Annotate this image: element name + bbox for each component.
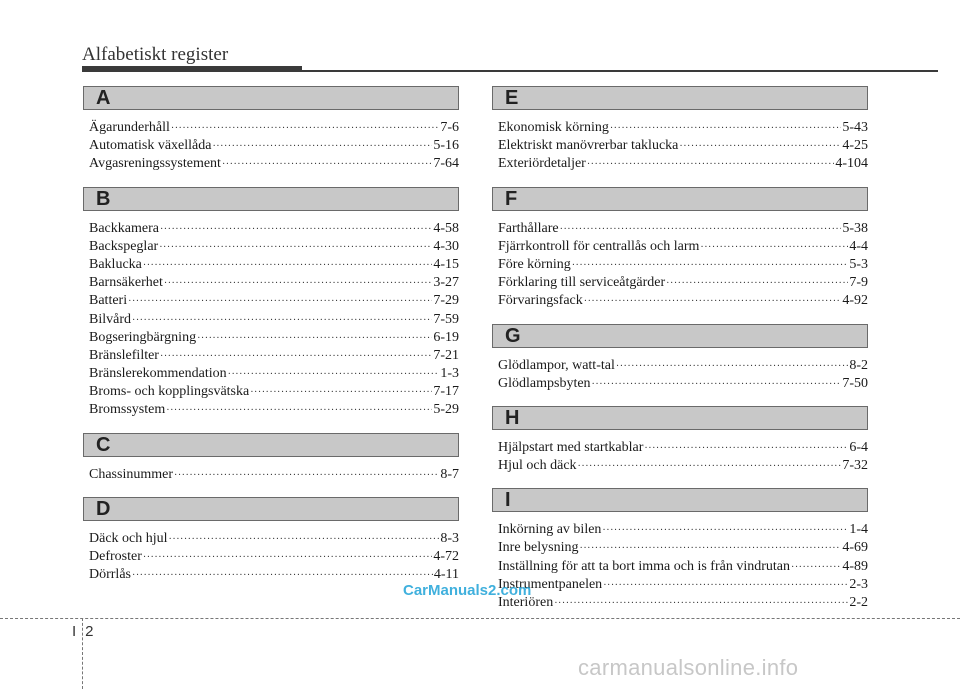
page-number [72, 623, 94, 640]
index-entry[interactable] [498, 576, 868, 594]
index-entry[interactable] [498, 292, 868, 310]
entry-page: 2-2 [849, 595, 868, 610]
index-entry[interactable] [89, 401, 459, 419]
entry-label: Fjärrkontroll för centrallås och larm [498, 238, 700, 254]
section-letter: B [96, 187, 111, 210]
dot-leader [578, 458, 842, 476]
dot-leader [160, 221, 432, 239]
dot-leader [554, 595, 848, 613]
entry-label: Hjälpstart med startkablar [498, 439, 644, 455]
section-gap [494, 174, 868, 187]
page-title: Alfabetiskt register [82, 44, 229, 65]
section-gap [85, 420, 459, 433]
watermark-link[interactable]: CarManuals2.com [403, 582, 532, 599]
entry-label: Bränslerekommendation [89, 366, 227, 382]
entry-label: Inställning för att ta bort imma och is från vindrutan [498, 558, 790, 574]
entry-page: 1-3 [440, 366, 459, 382]
footer-rule [0, 618, 960, 619]
entry-label: Bogseringbärgning [89, 329, 197, 345]
dot-leader [603, 577, 848, 595]
entry-page: 7-21 [433, 347, 459, 363]
entry-label: Förklaring till serviceåtgärder [498, 275, 666, 291]
section-header-i [492, 488, 868, 512]
index-section-e [494, 86, 868, 174]
index-entry[interactable] [498, 594, 868, 612]
index-entry[interactable] [498, 439, 868, 457]
entry-label: Däck och hjul [89, 530, 168, 546]
entry-page: 7-64 [433, 156, 459, 172]
entry-page: 6-4 [849, 439, 868, 455]
index-section-a [85, 86, 459, 174]
entry-page: 7-29 [433, 293, 459, 309]
entry-page: 4-30 [433, 238, 459, 254]
entry-label: Dörrlås [89, 567, 131, 583]
entry-label: Exteriördetaljer [498, 156, 586, 172]
section-header-a [83, 86, 459, 110]
entry-label: Inre belysning [498, 540, 579, 556]
entry-label: Automatisk växellåda [89, 138, 212, 154]
entry-label: Baklucka [89, 256, 142, 272]
index-section-f [494, 187, 868, 311]
entry-page: 4-11 [433, 567, 459, 583]
section-letter: G [505, 324, 521, 347]
section-header-c [83, 433, 459, 457]
section-header-g [492, 324, 868, 348]
entry-list [89, 466, 459, 484]
entry-page: 5-43 [842, 120, 868, 135]
entry-page: 3-27 [433, 275, 459, 291]
index-entry[interactable] [498, 119, 868, 137]
entry-label: Inkörning av bilen [498, 522, 602, 538]
entry-label: Backspeglar [89, 238, 159, 254]
dot-leader [666, 275, 848, 293]
entry-label: Bränslefilter [89, 347, 159, 363]
entry-page: 4-69 [842, 540, 868, 556]
section-letter: C [96, 433, 111, 456]
index-section-d [85, 497, 459, 585]
index-entry[interactable] [89, 220, 459, 238]
section-header-e [492, 86, 868, 110]
entry-label: Ekonomisk körning [498, 120, 609, 135]
dot-leader [602, 522, 848, 540]
section-header-d [83, 497, 459, 521]
dot-leader [587, 156, 834, 174]
index-section-b [85, 187, 459, 420]
entry-page: 4-72 [433, 549, 459, 564]
dot-leader [212, 138, 432, 156]
entry-label: Backkamera [89, 220, 159, 236]
index-section-c [85, 433, 459, 484]
page-section-letter: I [72, 623, 77, 640]
entry-label: Chassinummer [89, 466, 173, 482]
section-gap [494, 393, 868, 406]
entry-label: Ägarunderhåll [89, 120, 170, 135]
dot-leader [228, 366, 440, 384]
dot-leader [159, 239, 432, 257]
entry-page: 5-29 [433, 402, 459, 418]
index-entry[interactable] [89, 137, 459, 155]
entry-page: 7-32 [842, 458, 868, 474]
dot-leader [132, 567, 433, 585]
dot-leader [610, 120, 841, 138]
entry-page: 8-7 [440, 466, 459, 482]
index-entry[interactable] [498, 375, 868, 393]
index-entry[interactable] [89, 256, 459, 274]
index-entry[interactable] [89, 292, 459, 310]
entry-page: 4-15 [433, 256, 459, 272]
dot-leader [143, 257, 432, 275]
dot-leader [584, 293, 842, 311]
header-rule-accent [82, 66, 302, 72]
entry-page: 6-19 [433, 329, 459, 345]
entry-page: 7-6 [440, 120, 459, 135]
site-watermark: carmanualsonline.info [578, 655, 799, 680]
index-entry[interactable] [89, 347, 459, 365]
entry-list [498, 521, 868, 612]
dot-leader [222, 156, 432, 174]
entry-list [498, 439, 868, 475]
index-entry[interactable] [89, 119, 459, 137]
dot-leader [250, 384, 432, 402]
entry-list [498, 220, 868, 311]
index-entry[interactable] [89, 329, 459, 347]
entry-page: 4-92 [842, 293, 868, 309]
entry-label: Bromssystem [89, 402, 166, 418]
section-gap [494, 475, 868, 488]
entry-page: 5-16 [433, 138, 459, 154]
entry-page: 8-3 [440, 530, 459, 546]
section-letter: H [505, 406, 520, 429]
section-letter: E [505, 87, 519, 109]
index-entry[interactable] [498, 155, 868, 173]
index-entry[interactable] [498, 521, 868, 539]
entry-label: Interiören [498, 595, 554, 610]
entry-page: 4-89 [842, 558, 868, 574]
dot-leader [174, 467, 439, 485]
index-section-h [494, 406, 868, 475]
index-column-left [85, 86, 459, 584]
dot-leader [644, 440, 848, 458]
dot-leader [679, 138, 841, 156]
dot-leader [700, 239, 848, 257]
section-header-b [83, 187, 459, 211]
index-entry[interactable] [89, 365, 459, 383]
entry-page: 7-9 [849, 275, 868, 291]
dot-leader [616, 358, 848, 376]
index-entry[interactable] [498, 274, 868, 292]
dot-leader [572, 257, 849, 275]
index-entry[interactable] [498, 539, 868, 557]
index-entry[interactable] [89, 548, 459, 566]
section-gap [494, 311, 868, 324]
dot-leader [128, 293, 432, 311]
entry-list [498, 357, 868, 393]
entry-label: Instrumentpanelen [498, 576, 603, 592]
index-section-i [494, 488, 868, 612]
index-entry[interactable] [498, 220, 868, 238]
section-header-f [492, 187, 868, 211]
entry-page: 4-4 [849, 238, 868, 254]
dot-leader [171, 120, 439, 138]
entry-list [498, 119, 868, 174]
entry-page: 5-3 [849, 256, 868, 272]
entry-label: Defroster [89, 549, 142, 564]
entry-list [89, 530, 459, 585]
dot-leader [169, 531, 440, 549]
section-letter: I [505, 489, 511, 512]
dot-leader [592, 376, 842, 394]
dot-leader [166, 402, 432, 420]
section-letter: A [96, 87, 111, 109]
index-entry[interactable] [498, 558, 868, 576]
index-entry[interactable] [89, 311, 459, 329]
entry-label: Barnsäkerhet [89, 275, 163, 291]
entry-label: Förvaringsfack [498, 293, 583, 309]
page-number-value: 2 [85, 623, 94, 640]
entry-label: Glödlampsbyten [498, 375, 591, 391]
index-entry[interactable] [498, 256, 868, 274]
index-entry[interactable] [89, 530, 459, 548]
entry-page: 7-50 [842, 375, 868, 391]
entry-list [89, 220, 459, 420]
entry-label: Bilvård [89, 311, 131, 327]
entry-label: Glödlampor, watt-tal [498, 357, 615, 373]
section-gap [85, 174, 459, 187]
entry-page: 7-17 [433, 384, 459, 400]
entry-label: Avgasreningssystement [89, 156, 221, 172]
entry-page: 4-104 [835, 156, 868, 172]
dot-leader [560, 221, 842, 239]
entry-label: Broms- och kopplingsvätska [89, 384, 250, 400]
entry-label: Farthållare [498, 220, 559, 236]
entry-page: 1-4 [849, 522, 868, 538]
index-entry[interactable] [498, 238, 868, 256]
index-entry[interactable] [89, 466, 459, 484]
entry-page: 8-2 [849, 357, 868, 373]
index-entry[interactable] [498, 357, 868, 375]
dot-leader [579, 540, 841, 558]
dot-leader [143, 549, 432, 567]
dot-leader [160, 348, 432, 366]
dot-leader [132, 312, 432, 330]
index-entry[interactable] [89, 238, 459, 256]
section-letter: D [96, 497, 111, 520]
dot-leader [197, 330, 432, 348]
section-header-h [492, 406, 868, 430]
entry-label: Batteri [89, 293, 128, 309]
index-column-right [494, 86, 868, 612]
entry-page: 4-25 [842, 138, 868, 154]
index-entry[interactable] [89, 155, 459, 173]
entry-label: Elektriskt manövrerbar taklucka [498, 138, 679, 154]
dot-leader [791, 559, 841, 577]
index-entry[interactable] [498, 137, 868, 155]
entry-page: 7-59 [433, 311, 459, 327]
dot-leader [164, 275, 432, 293]
section-letter: F [505, 187, 518, 210]
entry-page: 5-38 [842, 220, 868, 236]
entry-list [89, 119, 459, 174]
index-section-g [494, 324, 868, 393]
entry-label: Hjul och däck [498, 458, 577, 474]
index-entry[interactable] [89, 383, 459, 401]
section-gap [85, 484, 459, 497]
index-entry[interactable] [89, 274, 459, 292]
entry-page: 4-58 [433, 220, 459, 236]
index-entry[interactable] [498, 457, 868, 475]
entry-label: Före körning [498, 256, 571, 272]
entry-page: 2-3 [849, 576, 868, 592]
